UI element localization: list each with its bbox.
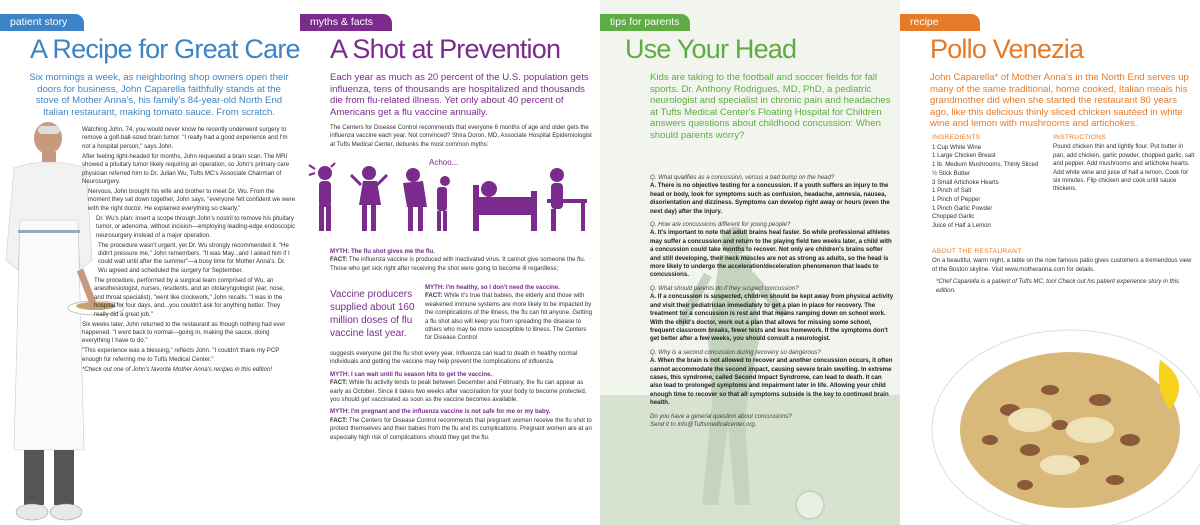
- closing-question: Do you have a general question about concussions?: [650, 412, 792, 420]
- fact-label: FACT:: [425, 292, 443, 300]
- recipe-title: Pollo Venezia: [930, 34, 1084, 64]
- paragraph: "This experience was a blessing," reflects John. "I couldn't thank my PCP enough for referring me to Tufts Medical Center.": [82, 347, 280, 363]
- tips-for-parents-title: Use Your Head: [625, 34, 797, 64]
- achoo-label: Achoo...: [429, 158, 459, 167]
- question: Q. What should parents do if they suspect concussion?: [650, 284, 799, 292]
- paragraph: Watching John, 74, you would never know he recently underwent surgery to remove a golf-ball-sized brain tumor. "I really had a good experience and I'm not a hospital person," says John.: [82, 126, 288, 150]
- instructions: [1053, 134, 1195, 194]
- myth-heading: MYTH: I'm pregnant and the influenza vaccine is not safe for me or my baby.: [330, 408, 551, 416]
- ingredient-item: 1 lb. Medium Mushrooms, Thinly Sliced: [932, 161, 1039, 169]
- about-text: On a beautiful, warm night, a table on the now famous patio gives customers a tremendous view of the Boston skyline. Visit www.motheranna.com for details.: [932, 257, 1192, 273]
- paragraph: Nervous, John brought his wife and brother to meet Dr. Wu. From the moment they sat down together, John says, "everyone felt confident we were with the right doctor. He explained everything so clearly.": [88, 188, 296, 212]
- about-restaurant: [932, 248, 1194, 295]
- ingredient-item: 1 Pinch of Pepper: [932, 195, 981, 203]
- ingredients-heading: INGREDIENTS: [932, 134, 981, 141]
- myths-facts-intro: The Centers for Disease Control recommends that everyone 6 months of age and older gets the influenza vaccine each year. Not convinced? Shira Doron, MD, Associate Hospital Epidemiologist at Tufts Medical Center, debunks the most common myths:: [330, 124, 592, 148]
- chef-note: *Chef Caparella is a patient of Tufts MC, too! Check out his patient experience story in this edition.: [936, 278, 1180, 294]
- fact-text: The influenza vaccine is produced with inactivated virus. It cannot give someone the flu. Those who get sick right after receiving the shot were going to become ill regardless;: [330, 256, 586, 272]
- pollo-venezia-photo: [930, 300, 1200, 525]
- recipe-lead: John Caparella* of Mother Anna's in the North End serves up many of the same traditional, home cooked, Italian meals his grandmother did when she started the restaurant 80 years ago, like this delicious thinly sliced chicken sautéed in white wine and lemon with mushrooms and artichokes.: [930, 72, 1189, 130]
- recipe-tag: recipe: [900, 14, 980, 31]
- fact-label: FACT:: [330, 416, 348, 424]
- ingredient-item: 3 Small Artichoke Hearts: [932, 178, 999, 186]
- patient-story-body: [82, 126, 296, 376]
- myth-heading: MYTH: I'm healthy, so I don't need the vaccine.: [425, 284, 560, 291]
- patient-story-lead: Six mornings a week, as neighboring shop owners open their doors for business, John Caparella faithfully stands at the stove of Mother Anna's, his family's 84-year-old North End Italian restaurant, making tomato sauce. From scratch.: [29, 72, 289, 118]
- myths-facts-title: A Shot at Prevention: [330, 34, 561, 64]
- fact-text: The Centers for Disease Control recommends that pregnant women receive the flu shot to protect themselves and their babies from the flu and its complications. Pregnant women are at an especially high risk of complications should they get the flu.: [330, 416, 592, 441]
- paragraph: *Check out one of John's favorite Mother Anna's recipes in this edition!: [82, 365, 273, 373]
- flu-icons-illustration: [305, 155, 595, 235]
- fact-label: FACT:: [330, 379, 348, 387]
- tips-for-parents-tag: tips for parents: [600, 14, 690, 31]
- myth-heading: MYTH: The flu shot gives me the flu.: [330, 248, 435, 255]
- myth-block-1: [330, 244, 592, 273]
- instructions-text: Pound chicken thin and lightly flour. Put butter in pan, add chicken, garlic powder, chopped garlic, salt and pepper. Add mushrooms and artichoke hearts. Add white wine and juice of half a lemon. Cook for six minutes. Flip chicken and cook until sauce thickens.: [1053, 143, 1195, 193]
- paragraph: Six weeks later, John returned to the restaurant as though nothing had ever happened. "I went back to normal—going in, making the sauce, doing everything I have to do.": [82, 320, 286, 345]
- closing-email: Send it to info@Tuftsmedicalcenter.org.: [650, 420, 757, 428]
- paragraph: The procedure wasn't urgent, yet Dr. Wu strongly recommended it. "He didn't pressure me," John remembers. "It was May...and I asked him if I could wait until after the summer"—a busy time for Mother Anna's. Dr. Wu agreed and scheduled the surgery for September.: [98, 241, 290, 274]
- myth-heading: MYTH: I can wait until flu season hits to get the vaccine.: [330, 370, 493, 378]
- patient-story-title: A Recipe for Great Care: [30, 34, 300, 64]
- answer: A. If a concussion is suspected, children should be kept away from physical activity and visit their pediatrician immediately to get a plan in place for recovery. The treatment for a concussion is rest and that means ramping down on school work. With the child's doctor, work out a plan that allows for missing some school, frequent classroom breaks, fewer tests and less homework. If the symptoms don't get better after a few weeks, you should consult a neurologist.: [650, 293, 894, 343]
- concussion-qa: [650, 174, 894, 429]
- ingredient-item: 1 Pinch Garlic Powder: [932, 204, 993, 212]
- myths-facts-lead: Each year as much as 20 percent of the U.S. population gets influenza, tens of thousands are hospitalized and thousands die from flu-related illness. Yet only about 40 percent of Americans get a flu vaccine annually.: [330, 72, 589, 118]
- ingredient-item: 1 Pinch of Salt: [932, 187, 972, 195]
- answer: A. There is no objective testing for a concussion. If a youth suffers an injury to the head or body, look for symptoms such as confusion, headache, amnesia, nausea, disorientation and dizziness. Symptoms can develop right away or hours (even the next day) after the injury.: [650, 182, 890, 215]
- paragraph: After feeling light-headed for months, John requested a brain scan. The MRI showed a pituitary tumor likely requiring an operation, so John's primary care physician referred him to Dr. Julian Wu, Tufts MC's Associate Chairman of Neurosurgery.: [82, 152, 290, 186]
- pull-quote: Vaccine producers supplied about 160 million doses of flu vaccine last year.: [330, 289, 415, 339]
- answer: A. It's important to note that adult brains heal faster. So while professional athletes may suffer a concussion and return to the playing field two weeks later, a child with a concussion could take months to recover. Not only are children's brains softer and still developing, their neck muscles are not as strong as adults, so the head is more likely to undergo the acceleration/deceleration phenomenon that leads to concussions.: [650, 229, 892, 279]
- question: Q. Why is a second concussion during recovery so dangerous?: [650, 348, 821, 356]
- fact-label: FACT:: [330, 256, 348, 264]
- paragraph: The procedure, performed by a surgical team comprised of Wu, an anesthesiologist, nurses, residents, and an otolaryngologist (ear, nose, and throat specialist), "went like clockwork," John recalls. "I was in the hospital for four days, and...you couldn't ask for anything better. They really did a great job.": [94, 276, 285, 318]
- question: Q. How are concussions different for young people?: [650, 221, 791, 229]
- fact-text: While it's true that babies, the elderly and those with weakened immune systems are more likely to be impacted by the complications of the illness, the flu can hit anyone. Getting a flu shot also will keep you from spreading the disease to others who may be more susceptible to illness. The Centers for Disease Control: [425, 292, 592, 342]
- ingredient-item: Chopped Garlic: [932, 213, 975, 221]
- question: Q. What qualifies as a concussion, versus a bad bump on the head?: [650, 174, 835, 181]
- instructions-heading: INSTRUCTIONS: [1053, 134, 1107, 141]
- ingredient-item: Juice of Half a Lemon: [932, 222, 991, 230]
- ingredients-list: [932, 134, 1052, 231]
- myth-block-2: [425, 280, 595, 343]
- about-heading: ABOUT THE RESTAURANT: [932, 248, 1022, 255]
- answer: A. When the brain is not allowed to recover and another concussion occurs, it often cannot accommodate the second impact, causing severe brain swelling. In extreme cases, this syndrome, called Second Impact Syndrome, can lead to death. It can also lead to prolonged symptoms and impairment later in life. Allowing your child enough time to recover so that all symptoms subside is the key to continued brain health.: [650, 357, 893, 407]
- tips-for-parents-lead: Kids are taking to the football and soccer fields for fall sports. Dr. Anthony Rodrigues, MD, PhD, a pediatric neurologist and specialist in chronic pain and headaches at Tufts Medical Center's Floating Hospital for Children answers questions about childhood concussion: When should parents worry?: [650, 72, 891, 141]
- patient-story-tag: patient story: [0, 14, 84, 31]
- myths-facts-tag: myths & facts: [300, 14, 392, 31]
- ingredient-item: 1 Large Chicken Breast: [932, 152, 996, 160]
- myth-block-continued: [330, 350, 592, 442]
- paragraph: Dr. Wu's plan: insert a scope through John's nostril to remove his pituitary tumor, or adenoma, without incision—employing leading-edge endoscopic neurosurgery instead of a major operation.: [96, 214, 296, 239]
- paragraph: suggests everyone get the flu shot every year. Influenza can lead to death in healthy normal individuals and getting the vaccine may help prevent the complications of influenza.: [330, 350, 578, 366]
- ingredient-item: 1 Cup White Wine: [932, 143, 982, 151]
- fact-text: While flu activity tends to peak between December and February, the flu can appear as early as October. Since it takes two weeks after vaccination for your body to become protected, you should get vaccinated as soon as the vaccine becomes available.: [330, 379, 587, 404]
- ingredient-item: ½ Stick Butter: [932, 169, 970, 177]
